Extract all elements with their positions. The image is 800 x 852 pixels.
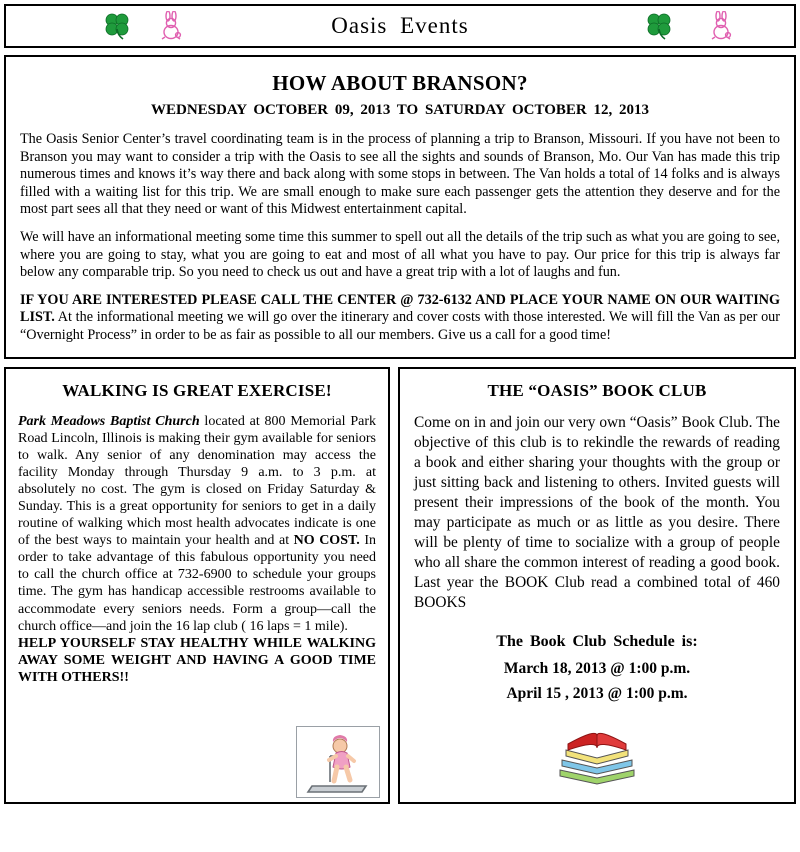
page-title: Oasis Events bbox=[331, 13, 469, 38]
bottom-columns bbox=[4, 367, 796, 804]
feature-callout-bold: IF YOU ARE INTERESTED PLEASE CALL THE CENTER @ 732-6132 AND PLACE YOUR NAME ON OUR WAITING LIST. bbox=[20, 291, 780, 326]
feature-subtitle: WEDNESDAY OCTOBER 09, 2013 TO SATURDAY OCTOBER 12, 2013 bbox=[151, 102, 649, 118]
walking-body-bold: NO COST. bbox=[293, 533, 360, 549]
schedule-date: March 18, 2013 @ 1:00 p.m. bbox=[503, 659, 691, 677]
walking-body bbox=[18, 413, 376, 635]
schedule-title: The Book Club Schedule is: bbox=[496, 632, 698, 650]
feature-article bbox=[4, 55, 796, 359]
clover-icon bbox=[644, 11, 674, 41]
church-name: Park Meadows Baptist Church bbox=[18, 413, 200, 429]
walking-title: WALKING IS GREAT EXERCISE! bbox=[62, 380, 332, 400]
book-club-title: THE “OASIS” BOOK CLUB bbox=[487, 380, 707, 400]
book-club-schedule bbox=[414, 633, 780, 703]
feature-callout bbox=[20, 292, 780, 345]
walking-body-part1: located at 800 Memorial Park Road Lincoln, Illinois is making their gym available for seniors to walk. Any senior of any denomination may access the facility Monday through Thursday 9 a.m. to 3 p.m. at absolutely no cost. The gym is closed on Friday Saturday & Sunday. This is a great opportunity for seniors to get in a daily routine of walking which most health advocates indicate is one of the best ways to maintain your health and at bbox=[18, 413, 376, 549]
masthead bbox=[4, 4, 796, 48]
stack-of-books-icon bbox=[552, 714, 642, 792]
book-club-article bbox=[398, 367, 796, 804]
walking-shout: HELP YOURSELF STAY HEALTHY WHILE WALKING AWAY SOME WEIGHT AND HAVING A GOOD TIME WITH OTHERS!! bbox=[18, 635, 376, 685]
treadmill-walker-icon bbox=[296, 726, 380, 798]
book-club-body: Come on in and join our very own “Oasis” Book Club. The objective of this club is to rekindle the rewards of reading a book and either sharing your thoughts with the group or just sitting back and listening to others. Invited guests will present their impressions of the book of the month. You may participate as much or as little as you desire. There will be plenty of time to socialize with a group of people who all share the common interest of reading a good book. Last year the BOOK Club read a combined total of 460 BOOKS bbox=[414, 413, 780, 611]
bunny-icon bbox=[708, 11, 734, 41]
clover-icon bbox=[102, 11, 132, 41]
bunny-icon bbox=[158, 11, 184, 41]
walking-article bbox=[4, 367, 390, 804]
feature-callout-rest: At the informational meeting we will go over the itinerary and cover costs with those interested. We will fill the Van as per our “Overnight Process” in order to be as fair as possible to all our members. Give us a call for a good time! bbox=[20, 309, 780, 344]
feature-paragraph-2: We will have an informational meeting some time this summer to spell out all the details of the trip such as what you are going to see, where you are going to stay, what you are going to eat and most of all what you have to pay. Our price for this trip is always far below any comparable trip. So you need to check us out and have a great trip with a lot of laughs and fun. bbox=[20, 229, 780, 281]
walking-body-part2: In order to take advantage of this fabulous opportunity you need to call the church office at 732-6900 to schedule your groups time. The gym has handicap accessible restrooms available to accommodate every seniors needs. Form a group—call the church office—and join the 16 lap club ( 16 laps = 1 mile). bbox=[18, 533, 376, 634]
feature-title: HOW ABOUT BRANSON? bbox=[272, 71, 528, 95]
schedule-date: April 15 , 2013 @ 1:00 p.m. bbox=[506, 684, 688, 702]
feature-paragraph-1: The Oasis Senior Center’s travel coordinating team is in the process of planning a trip to Branson, Missouri. If you have not been to Branson you may want to consider a trip with the Oasis to see all the sights and sounds of Branson, Mo. Our Van has made this trip numerous times and knows it’s way there and back along with some stops in between. The Van holds a total of 14 folks and is always filled with a waiting list for this trip. We are small enough to make sure each passenger gets the attention they deserve and for the most part sees all that they need or want of this Midwest entertainment capital. bbox=[20, 131, 780, 218]
